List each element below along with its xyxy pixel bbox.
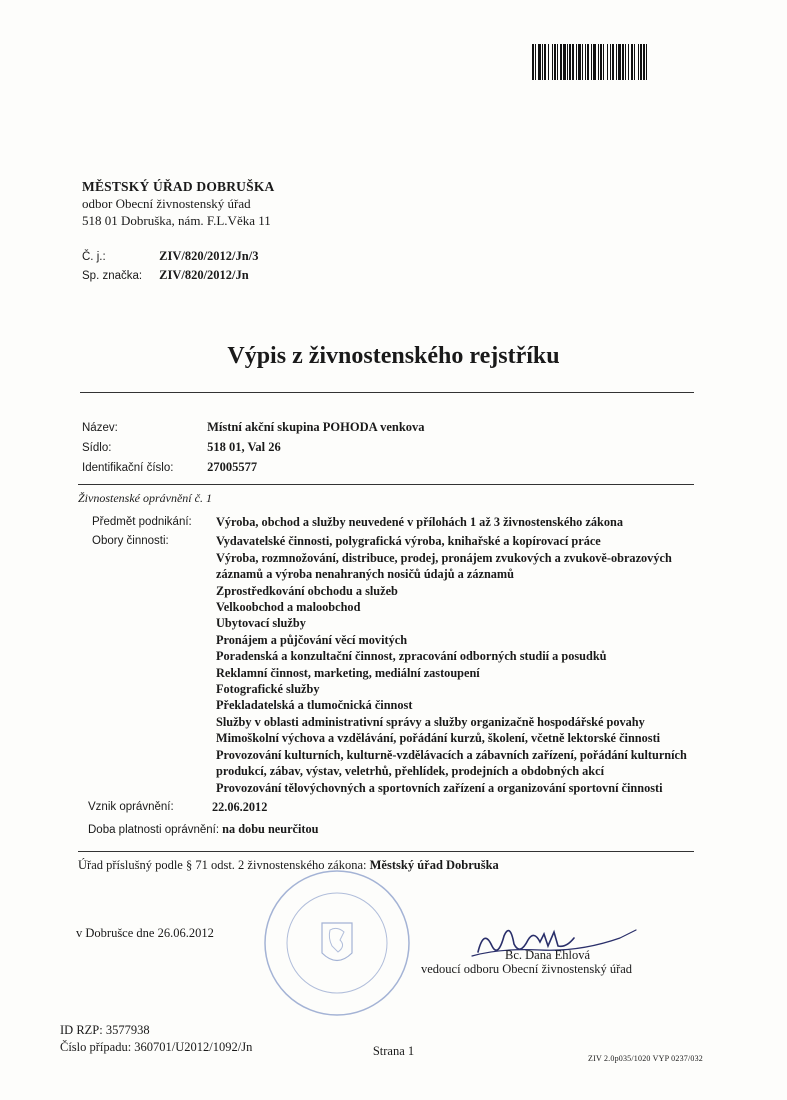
divider (78, 484, 694, 485)
case-number: Číslo případu: 360701/U2012/1092/Jn (60, 1040, 253, 1054)
official-stamp (262, 868, 412, 1018)
field-item: Pronájem a půjčování věcí movitých (216, 632, 408, 647)
field-item: Poradenská a konzultační činnost, zpracování odborných studií a posudků (216, 649, 607, 664)
barcode (532, 44, 742, 80)
fields-label: Obory činnosti: (92, 535, 169, 548)
permit-validity (88, 822, 319, 837)
document-title: Výpis z živnostenského rejstříku (227, 343, 560, 369)
field-item: Provozování kulturních, kulturně-vzdělávacích a zábavních zařízení, pořádání kulturních produkcí, zábav, výstav, veletrhů, přehlídek, prodejních a obdobných akcí (216, 747, 687, 779)
company-label: Název: (82, 422, 118, 434)
ref-value: ZIV/820/2012/Jn (159, 268, 249, 282)
validity-label: Doba platnosti oprávnění: (88, 824, 220, 836)
reference-numbers (82, 247, 258, 285)
field-item: Ubytovací služby (216, 616, 306, 631)
ref-value: ZIV/820/2012/Jn/3 (159, 249, 259, 263)
ref-label: Sp. značka: (82, 270, 143, 282)
company-info (82, 418, 425, 478)
validity-value: na dobu neurčitou (222, 822, 319, 836)
company-label: Identifikační číslo: (82, 462, 174, 474)
barcode-bar (646, 44, 647, 80)
origin-value: 22.06.2012 (212, 799, 268, 814)
ref-row (82, 247, 258, 266)
field-item: Velkoobchod a maloobchod (216, 600, 361, 615)
id-rzp: ID RZP: 3577938 (60, 1023, 150, 1037)
permit-fields-row (92, 533, 706, 796)
field-item: Zprostředkování obchodu a služeb (216, 583, 398, 598)
field-item: Výroba, rozmnožování, distribuce, prodej, pronájem zvukových a zvukově-obrazových záznamů a výroba nenahraných nosičů údajů a záznamů (216, 550, 672, 582)
origin-label: Vznik oprávnění: (88, 800, 174, 813)
company-label: Sídlo: (82, 442, 112, 454)
company-value: 27005577 (207, 460, 258, 474)
company-value: 518 01, Val 26 (207, 440, 281, 454)
permit-heading: Živnostenské oprávnění č. 1 (78, 491, 212, 505)
permit-subject-row (92, 514, 706, 530)
divider (78, 851, 694, 852)
office-header (82, 178, 274, 229)
company-row (82, 438, 425, 458)
signer-name: Bc. Dana Ehlová (505, 948, 591, 962)
field-item: Služby v oblasti administrativní správy a služby organizačně hospodářské povahy (216, 714, 645, 729)
subject-label: Předmět podnikání: (92, 516, 192, 528)
office-name: MĚSTSKÝ ÚŘAD DOBRUŠKA (82, 179, 275, 194)
subject-value: Výroba, obchod a služby neuvedené v přílohách 1 až 3 živnostenského zákona (216, 515, 623, 529)
office-dept: odbor Obecní živnostenský úřad (82, 196, 251, 211)
authority-value: Městský úřad Dobruška (369, 858, 499, 872)
authority-label: Úřad příslušný podle § 71 odst. 2 živnostenského zákona: (78, 858, 367, 872)
company-value: Místní akční skupina POHODA venkova (207, 420, 425, 434)
place-date: v Dobrušce dne 26.06.2012 (76, 926, 214, 940)
field-item: Reklamní činnost, marketing, mediální zastoupení (216, 665, 480, 680)
field-item: Fotografické služby (216, 682, 320, 697)
field-item: Provozování tělovýchovných a sportovních zařízení a organizování sportovní činnosti (216, 780, 663, 795)
fields-list (216, 533, 706, 796)
field-item: Překladatelská a tlumočnická činnost (216, 698, 413, 713)
permit-details (88, 514, 706, 815)
office-address: 518 01 Dobruška, nám. F.L.Věka 11 (82, 213, 271, 228)
permit-origin-row (88, 799, 706, 815)
company-row (82, 418, 425, 438)
ref-row (82, 266, 258, 285)
page-number: Strana 1 (372, 1044, 415, 1058)
form-code: ZIV 2.0p035/1020 VYP 0237/032 (588, 1054, 703, 1063)
field-item: Vydavatelské činnosti, polygrafická výroba, knihařské a kopírovací práce (216, 534, 601, 549)
divider (80, 392, 694, 393)
field-item: Mimoškolní výchova a vzdělávání, pořádání kurzů, školení, včetně lektorské činnosti (216, 731, 661, 746)
company-row (82, 458, 425, 478)
signer-role: vedoucí odboru Obecní živnostenský úřad (421, 962, 633, 976)
ref-label: Č. j.: (82, 251, 106, 263)
